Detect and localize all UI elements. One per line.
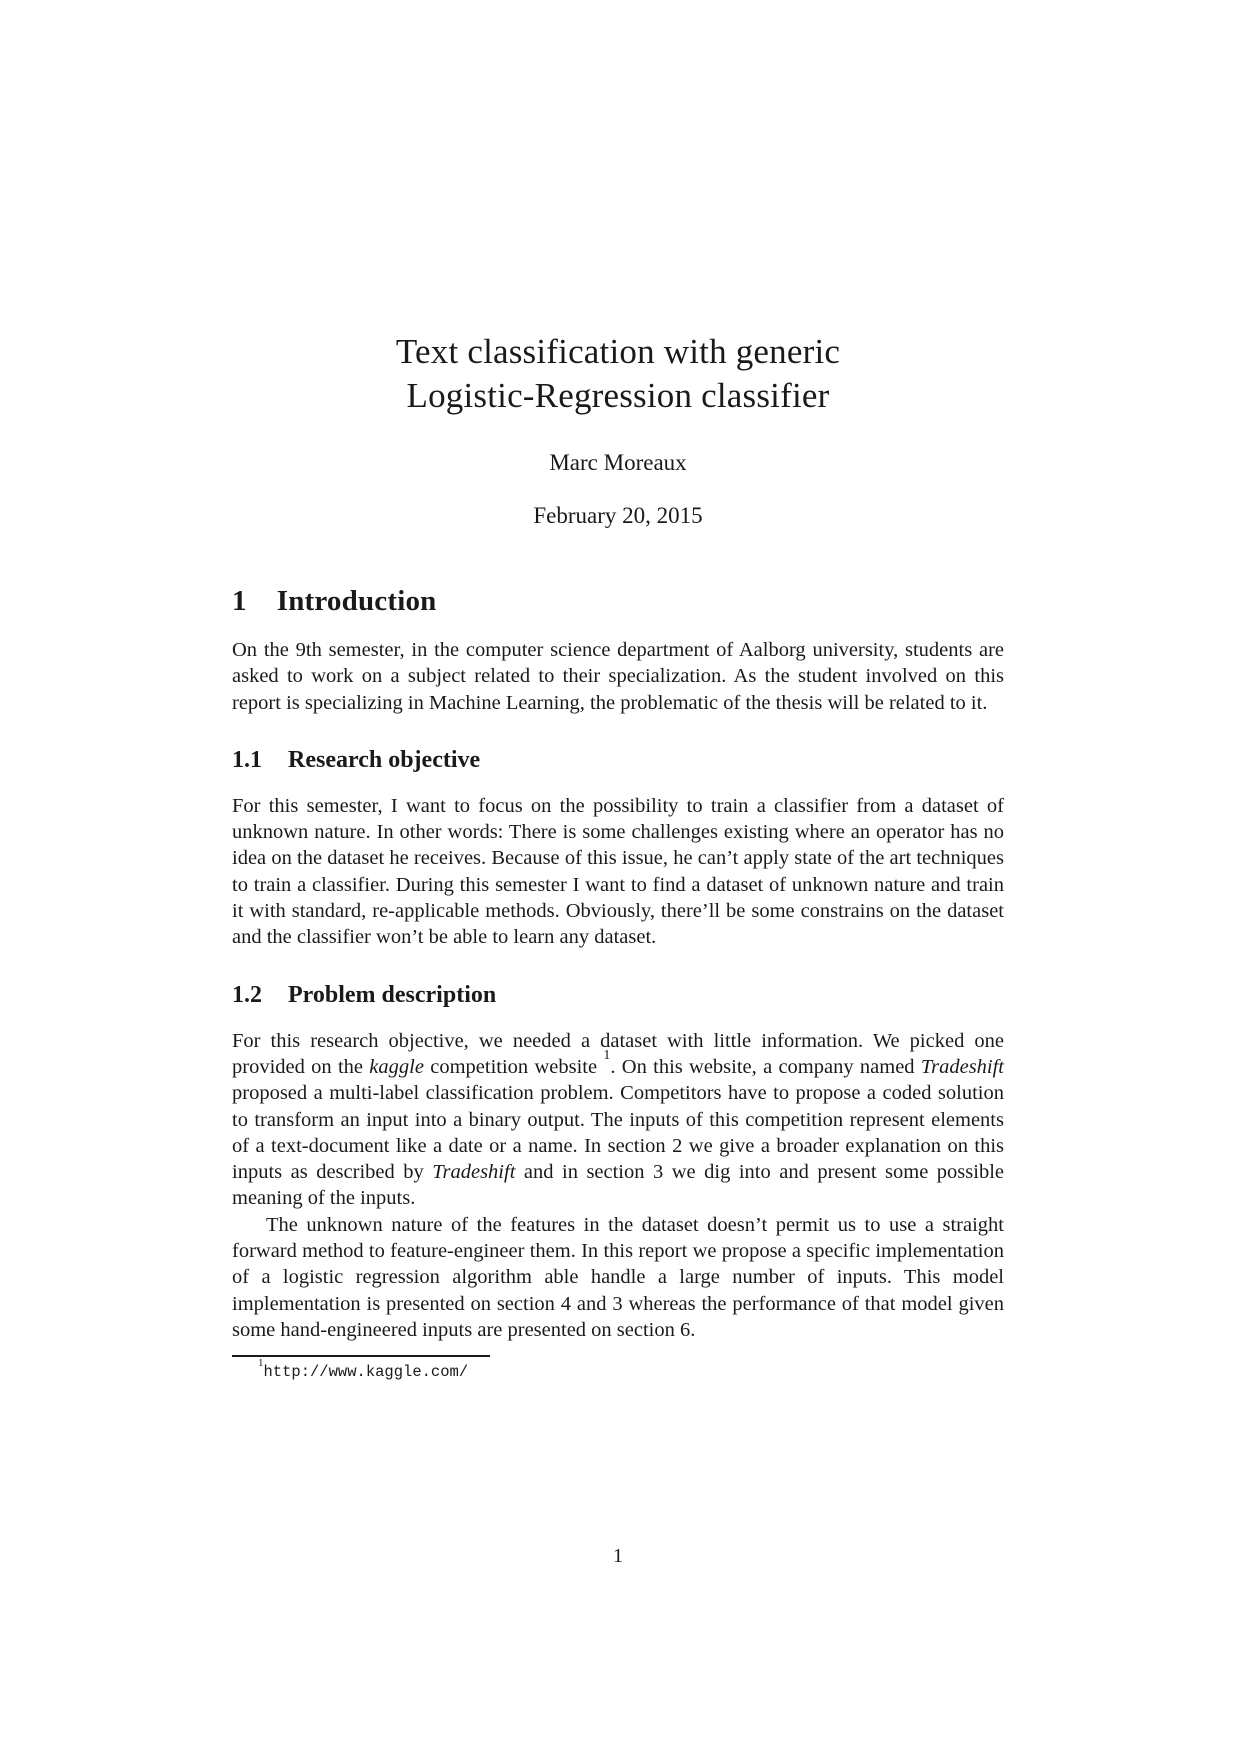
page-number: 1	[613, 1545, 623, 1567]
author-name: Marc Moreaux	[549, 450, 687, 475]
subsection-heading-research-objective	[232, 747, 1004, 774]
section-number: 1	[232, 585, 247, 617]
text-block	[232, 0, 1004, 1381]
section-title: Introduction	[276, 585, 437, 617]
subsection-title: Research objective	[288, 746, 481, 773]
paper-title-line-1: Text classification with generic	[395, 332, 841, 371]
paragraph-research-objective: For this semester, I want to focus on the possibility to train a classifier from a dataset of unknown nature. In other words: There is some challenges existing where an operator has no idea on the dataset he receives. Because of this issue, he can’t apply state of the art techniques to train a classifier. During this semester I want to find a dataset of unknown nature and train it with standard, re-applicable methods. Obviously, there’ll be some constrains on the dataset and the classifier won’t be able to learn any dataset.	[232, 794, 1004, 949]
paragraph-introduction: On the 9th semester, in the computer science department of Aalborg university, students are asked to work on a subject related to their specialization. As the student involved on this report is specializing in Machine Learning, the problematic of the thesis will be related to it.	[232, 639, 1004, 714]
paragraph-problem-description-2: The unknown nature of the features in the dataset doesn’t permit us to use a straight forward method to feature-engineer them. In this report we propose a specific implementation of a logistic regression algorithm able handle a large number of inputs. This model implementation is presented on section 4 and 3 whereas the performance of that model given some hand-engineered inputs are presented on section 6.	[232, 1213, 1004, 1341]
subsection-number: 1.1	[232, 746, 262, 773]
footnote-rule	[232, 1355, 490, 1357]
subsection-heading-problem-description	[232, 982, 1004, 1009]
publication-date: February 20, 2015	[533, 503, 703, 528]
paper-title-line-2: Logistic-Regression classifier	[406, 376, 830, 415]
footnote-marker: 1	[258, 1356, 264, 1369]
footnote	[232, 1356, 1004, 1382]
paragraph-problem-description-1: For this research objective, we needed a dataset with little information. We picked one provided on the kaggle competition website $^1$. On this website, a company named Tradeshift proposed a multi-label classification problem. Competitors have to propose a coded solution to transform an input into a binary output. The inputs of this competition represent elements of a text-document like a date or a name. In section 2 we give a broader explanation on this inputs as described by Tradeshift and in section 3 we dig into and present some possible meaning of the inputs.	[232, 1029, 1005, 1210]
footnote-url: http://www.kaggle.com/	[263, 1363, 469, 1382]
subsection-title: Problem description	[288, 981, 497, 1008]
section-heading-introduction	[232, 585, 1004, 618]
subsection-number: 1.2	[232, 981, 262, 1008]
paper-title	[232, 330, 1004, 418]
